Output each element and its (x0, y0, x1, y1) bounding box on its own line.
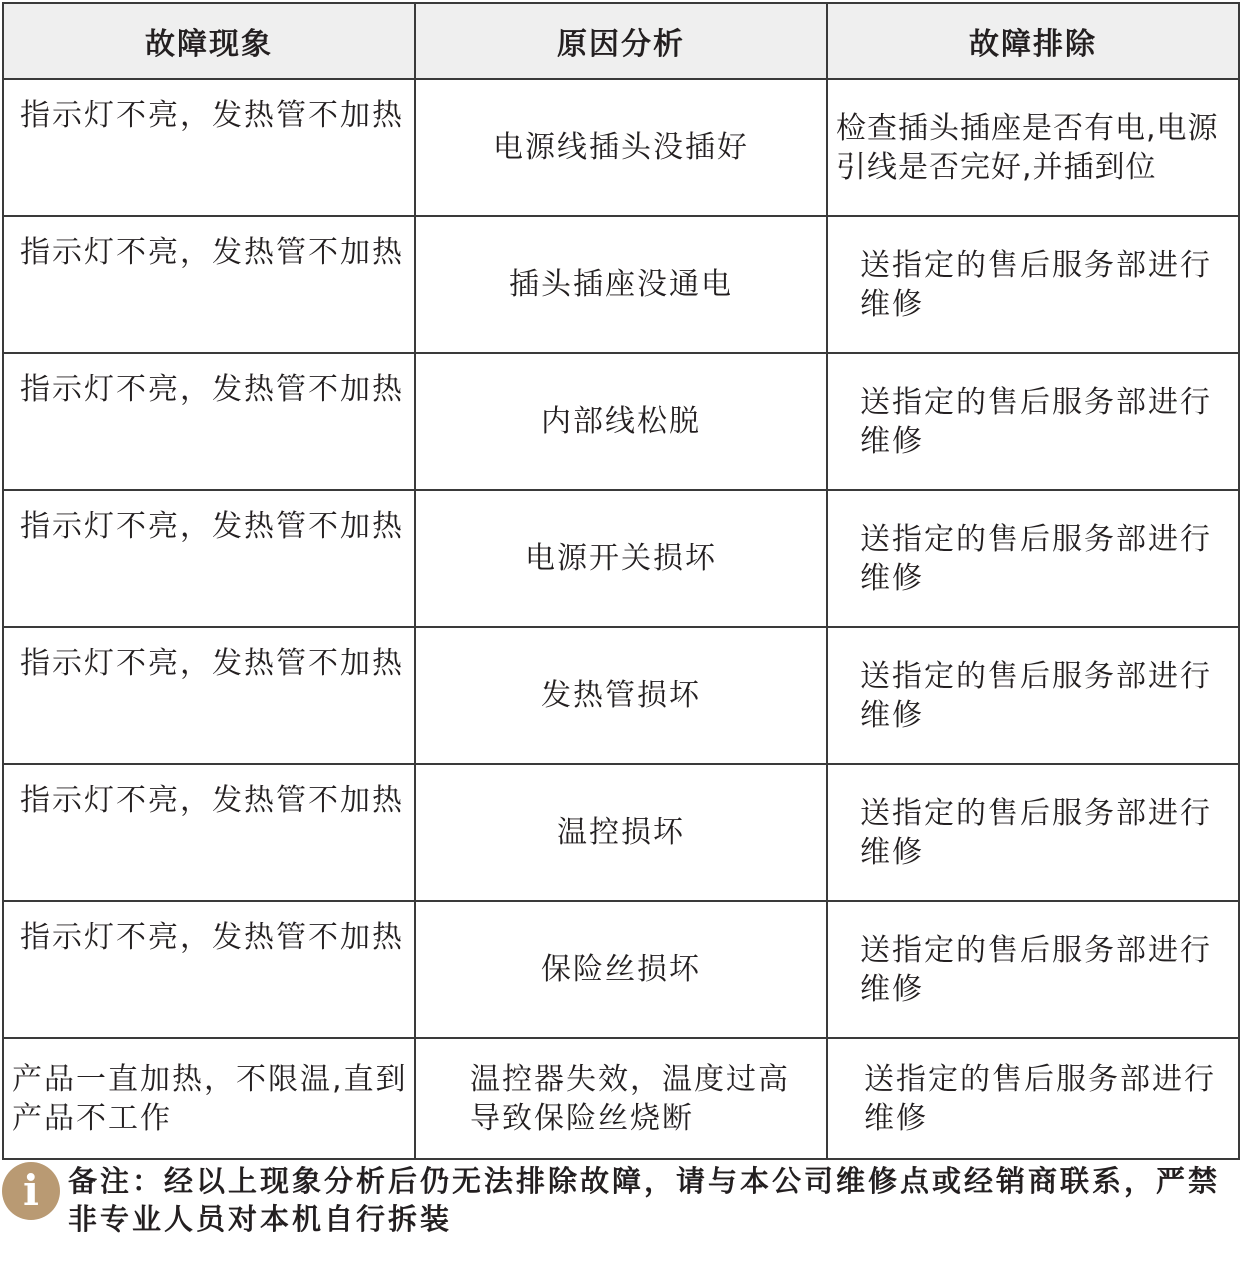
symptom-cell: 指示灯不亮，发热管不加热 (3, 79, 415, 216)
symptom-cell: 指示灯不亮，发热管不加热 (3, 353, 415, 490)
header-fix: 故障排除 (827, 3, 1239, 79)
troubleshooting-table-wrapper (2, 2, 1238, 1160)
table-row (3, 353, 1239, 490)
symptom-cell: 指示灯不亮，发热管不加热 (3, 901, 415, 1038)
fix-cell: 送指定的售后服务部进行维修 (827, 216, 1239, 353)
cause-cell: 插头插座没通电 (415, 216, 827, 353)
table-row (3, 1038, 1239, 1159)
note-text: 备注：经以上现象分析后仍无法排除故障，请与本公司维修点或经销商联系，严禁非专业人员对本机自行拆装 (68, 1164, 1221, 1236)
cause-cell: 温控器失效，温度过高导致保险丝烧断 (415, 1038, 827, 1159)
symptom-cell: 指示灯不亮，发热管不加热 (3, 764, 415, 901)
table-header-row (3, 3, 1239, 79)
table-row (3, 901, 1239, 1038)
header-symptom: 故障现象 (3, 3, 415, 79)
symptom-cell: 指示灯不亮，发热管不加热 (3, 627, 415, 764)
fix-cell: 送指定的售后服务部进行维修 (827, 353, 1239, 490)
table-row (3, 764, 1239, 901)
symptom-cell: 指示灯不亮，发热管不加热 (3, 490, 415, 627)
fix-cell: 送指定的售后服务部进行维修 (827, 901, 1239, 1038)
fix-cell: 送指定的售后服务部进行维修 (827, 627, 1239, 764)
cause-cell: 保险丝损坏 (415, 901, 827, 1038)
symptom-cell: 产品一直加热，不限温,直到产品不工作 (3, 1038, 415, 1159)
troubleshooting-table (2, 2, 1240, 1160)
table-row (3, 490, 1239, 627)
cause-cell: 电源线插头没插好 (415, 79, 827, 216)
cause-cell: 电源开关损坏 (415, 490, 827, 627)
fix-cell: 检查插头插座是否有电,电源引线是否完好,并插到位 (827, 79, 1239, 216)
fix-cell: 送指定的售后服务部进行维修 (827, 490, 1239, 627)
cause-cell: 温控损坏 (415, 764, 827, 901)
fix-cell: 送指定的售后服务部进行维修 (827, 764, 1239, 901)
info-icon: i (2, 1162, 60, 1220)
symptom-cell: 指示灯不亮，发热管不加热 (3, 216, 415, 353)
table-row (3, 79, 1239, 216)
table-row (3, 627, 1239, 764)
cause-cell: 内部线松脱 (415, 353, 827, 490)
header-cause: 原因分析 (415, 3, 827, 79)
cause-cell: 发热管损坏 (415, 627, 827, 764)
fix-cell: 送指定的售后服务部进行维修 (827, 1038, 1239, 1159)
table-row (3, 216, 1239, 353)
